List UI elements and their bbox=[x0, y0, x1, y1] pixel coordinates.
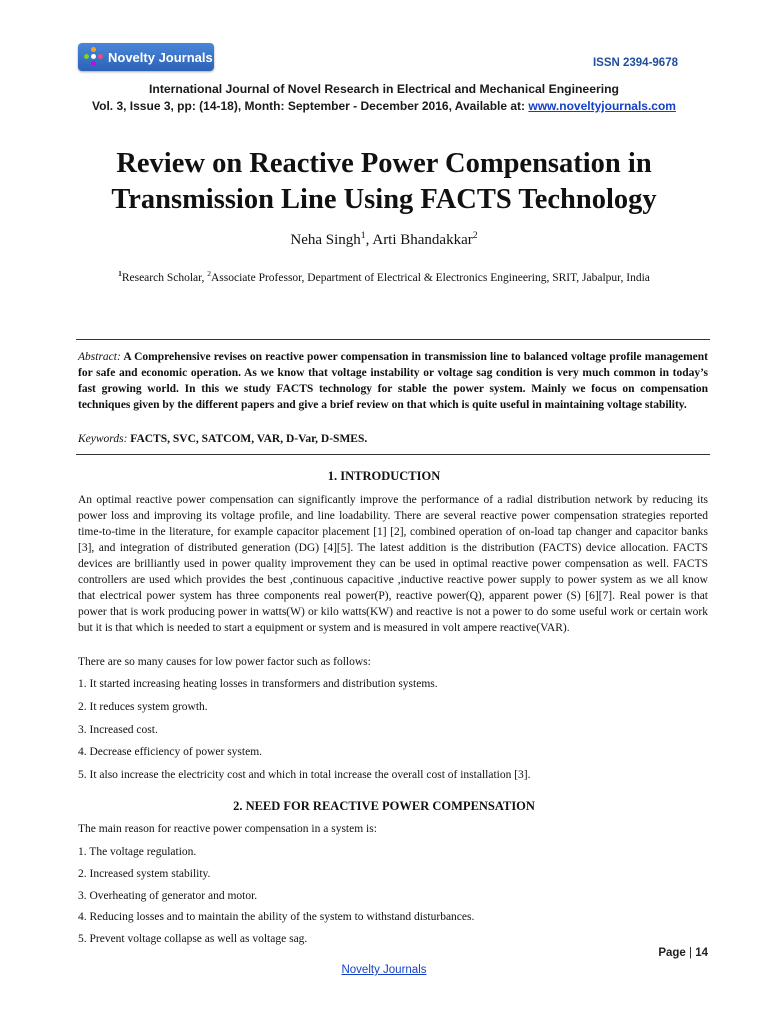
abstract-label: Abstract: bbox=[78, 351, 121, 363]
author-1: Neha Singh bbox=[290, 232, 361, 248]
keywords-text: FACTS, SVC, SATCOM, VAR, D-Var, D-SMES. bbox=[127, 433, 368, 445]
affiliation bbox=[0, 269, 768, 284]
affil-1: Research Scholar, bbox=[121, 272, 208, 284]
author-2-sup: 2 bbox=[472, 230, 478, 241]
reason-item: 5. Prevent voltage collapse as well as voltage sag. bbox=[78, 933, 308, 945]
divider-bottom bbox=[76, 454, 710, 455]
abstract-text: A Comprehensive revises on reactive power compensation in transmission line to balanced voltage profile management for safe and economic operation. As we know that voltage instability or voltage sag condition is very much common in today’s fast growing world. In this we study FACTS technology for stable the power system. Mainly we focus on compensation techniques given by the different papers and give a brief review on that which is quite useful in maintaining voltage stability. bbox=[78, 351, 708, 411]
cause-item: 2. It reduces system growth. bbox=[78, 701, 208, 713]
journal-volume-line bbox=[0, 99, 768, 113]
logo-text: Novelty Journals bbox=[108, 49, 213, 65]
journal-url-link[interactable]: www.noveltyjournals.com bbox=[528, 99, 676, 113]
authors bbox=[0, 232, 768, 249]
section-2-heading: 2. NEED FOR REACTIVE POWER COMPENSATION bbox=[233, 799, 535, 813]
keywords-label: Keywords: bbox=[78, 433, 128, 445]
issn: ISSN 2394-9678 bbox=[592, 57, 678, 69]
abstract bbox=[78, 349, 708, 413]
footer-publisher-link[interactable]: Novelty Journals bbox=[341, 964, 427, 976]
section-1-paragraph: An optimal reactive power compensation can significantly improve the performance of a radial distribution network by reducing its power loss and improving its voltage profile, and line loadability. There are several reactive power compensation strategies reported time-to-time in the literature, for example capacitor placement [1] [2], combined operation of on-load tap changer and capacitor banks [3], and integration of distributed generation (DG) [4][5]. The latest addition is the distribution (FACTS) device allocation. FACTS devices are brilliantly used in power quality improvement they can be used in optimal reactive power compensation as well. FACTS controllers are used which provides the best ,continuous capacitive ,inductive reactive power supply to power system as we all know that electrical power system has three components real power(P), reactive power(Q), apparent power (S) [6][7]. Real power is that power that is work producing power in watts(W) or kilo watts(KW) and reactive is not a power to do some useful work or certain work but it is that which is needed to start a equipment or system and is measured in volt ampere reactive(VAR). bbox=[78, 494, 708, 634]
cause-item: 1. It started increasing heating losses in transformers and distribution systems. bbox=[78, 678, 438, 690]
author-1-sup: 1 bbox=[360, 230, 366, 241]
page-label: Page bbox=[658, 947, 686, 959]
footer bbox=[0, 964, 768, 976]
section-1-heading: 1. INTRODUCTION bbox=[327, 469, 441, 483]
causes-intro: There are so many causes for low power factor such as follows: bbox=[78, 656, 371, 668]
cause-item: 5. It also increase the electricity cost and which in total increase the overall cost of installation [3]. bbox=[78, 769, 531, 781]
logo-dots-icon bbox=[82, 45, 106, 69]
author-separator: , bbox=[365, 232, 373, 248]
reason-item: 1. The voltage regulation. bbox=[78, 846, 197, 858]
cause-item: 4. Decrease efficiency of power system. bbox=[78, 746, 263, 758]
page-separator: | bbox=[685, 947, 696, 959]
paper-title: Review on Reactive Power Compensation in Transmission Line Using FACTS Technology bbox=[111, 148, 657, 215]
divider-top bbox=[76, 339, 710, 340]
page-value: 14 bbox=[695, 947, 708, 959]
reason-item: 2. Increased system stability. bbox=[78, 868, 211, 880]
author-2: Arti Bhandakkar bbox=[372, 232, 473, 248]
publisher-logo[interactable] bbox=[78, 43, 214, 71]
affil-sup-1: 1 bbox=[118, 269, 122, 279]
page-number bbox=[658, 947, 708, 959]
cause-item: 3. Increased cost. bbox=[78, 724, 158, 736]
affil-2: Associate Professor, Department of Electrical & Electronics Engineering, SRIT, Jabalpur, India bbox=[210, 272, 650, 284]
section-2-intro: The main reason for reactive power compensation in a system is: bbox=[78, 823, 377, 835]
journal-title: International Journal of Novel Research in Electrical and Mechanical Engineering bbox=[148, 82, 620, 96]
reason-item: 4. Reducing losses and to maintain the ability of the system to withstand disturbances. bbox=[78, 911, 475, 923]
keywords bbox=[78, 433, 708, 445]
affil-sup-2: 2 bbox=[207, 269, 211, 279]
journal-volume-text: Vol. 3, Issue 3, pp: (14-18), Month: September - December 2016, Available at: bbox=[92, 99, 529, 113]
reason-item: 3. Overheating of generator and motor. bbox=[78, 890, 258, 902]
